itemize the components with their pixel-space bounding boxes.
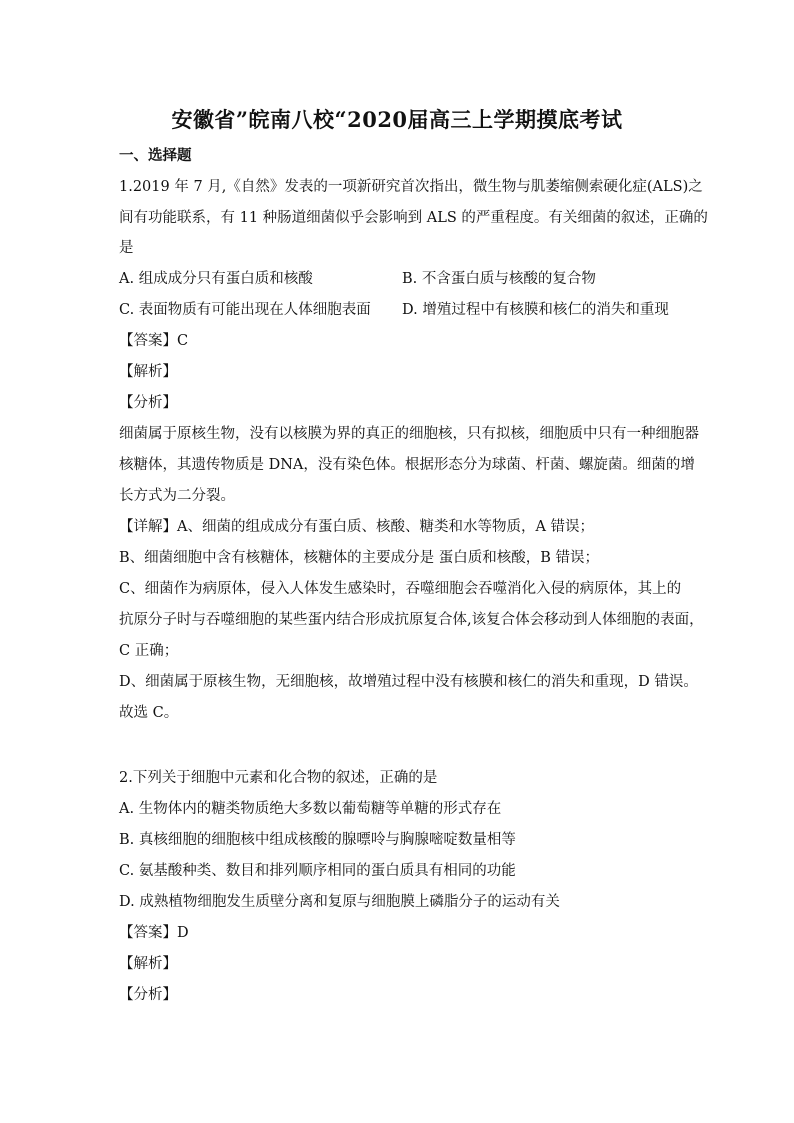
q2-option-d: D. 成熟植物细胞发生质壁分离和复原与细胞膜上磷脂分子的运动有关	[119, 894, 560, 910]
q1-detail-text-1: A、细菌的组成成分有蛋白质、核酸、糖类和水等物质，A 错误；	[177, 519, 595, 535]
q2-option-a: A. 生物体内的糖类物质绝大多数以葡萄糖等单糖的形式存在	[119, 801, 502, 817]
q1-option-a: A. 组成成分只有蛋白质和核酸	[119, 271, 313, 287]
q1-answer: 【答案】C	[119, 333, 189, 349]
q1-analysis-line-3: 长方式为二分裂。	[119, 488, 235, 504]
q2-jiexi-label: 【解析】	[119, 956, 177, 972]
q1-stem-line-3: 是	[119, 240, 134, 256]
q1-detail-line-3: C、细菌作为病原体，侵入人体发生感染时，吞噬细胞会吞噬消化入侵的病原体，其上的	[119, 581, 682, 597]
q2-fenxi-label: 【分析】	[119, 987, 177, 1003]
q1-detail-line-2: B、细菌细胞中含有核糖体，核糖体的主要成分是 蛋白质和核酸，B 错误；	[119, 550, 600, 566]
q1-conclusion: 故选 C。	[119, 705, 179, 721]
q1-analysis-line-1: 细菌属于原核生物，没有以核膜为界的真正的细胞核，只有拟核，细胞质中只有一种细胞器	[119, 426, 699, 442]
document-title: 安徽省”皖南八校“2020届高三上学期摸底考试	[171, 107, 623, 132]
q1-detail-line-6: D、细菌属于原核生物，无细胞核，故增殖过程中没有核膜和核仁的消失和重现，D 错误。	[119, 674, 698, 690]
q1-analysis-line-2: 核糖体，其遗传物质是 DNA，没有染色体。根据形态分为球菌、杆菌、螺旋菌。细菌的增	[119, 457, 695, 473]
q1-fenxi-label: 【分析】	[119, 395, 177, 411]
q1-detail-line-1	[119, 517, 594, 537]
section-heading: 一、选择题	[119, 147, 192, 164]
q2-option-b: B. 真核细胞的细胞核中组成核酸的腺嘌呤与胸腺嘧啶数量相等	[119, 832, 516, 848]
q1-stem-line-1: 1.2019 年 7 月,《自然》发表的一项新研究首次指出，微生物与肌萎缩侧索硬化症(ALS)之	[119, 179, 703, 195]
q2-option-c: C. 氨基酸种类、数目和排列顺序相同的蛋白质具有相同的功能	[119, 863, 516, 879]
q1-detail-line-4: 抗原分子时与吞噬细胞的某些蛋内结合形成抗原复合体,该复合体会移动到人体细胞的表面，	[119, 612, 704, 628]
q1-detail-line-5: C 正确；	[119, 643, 179, 659]
q2-stem: 2.下列关于细胞中元素和化合物的叙述，正确的是	[119, 770, 438, 786]
q1-jiexi-label: 【解析】	[119, 364, 177, 380]
q1-option-d: D. 增殖过程中有核膜和核仁的消失和重现	[402, 302, 669, 318]
q2-answer: 【答案】D	[119, 925, 189, 941]
q1-detail-label: 【详解】	[119, 519, 177, 535]
q1-stem-line-2: 间有功能联系，有 11 种肠道细菌似乎会影响到 ALS 的严重程度。有关细菌的叙述，正确的	[119, 210, 708, 226]
q1-option-b: B. 不含蛋白质与核酸的复合物	[402, 271, 596, 287]
q1-option-c: C. 表面物质有可能出现在人体细胞表面	[119, 302, 371, 318]
